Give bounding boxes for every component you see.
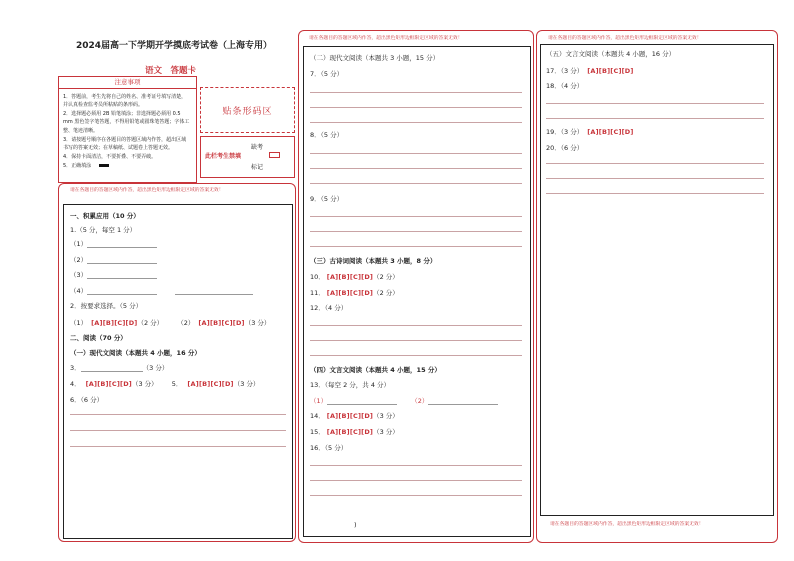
answer-line[interactable] (70, 414, 286, 415)
answer-line[interactable] (310, 216, 522, 217)
absent-box (200, 136, 295, 178)
absent-text-1: 缺考 (251, 144, 264, 151)
notice-item: 5．正确填涂 (63, 162, 191, 170)
answer-line[interactable] (310, 168, 522, 169)
notice-item: 2．选择题必须用 2B 铅笔填涂；非选择题必须用 0.5 mm 黑色签字笔答题，不得用铅笔或圆珠笔答题；字体工整、笔迹清晰。 (63, 111, 190, 134)
warning-text-right-top: 请在各题目的答题区域内作答，超出黑色矩形边框限定区域的答案无效！ (548, 36, 702, 41)
absent-label: 此栏考生禁填 (205, 153, 242, 160)
question-4-5[interactable]: 4． [A][B][C][D]（3 分） 5． [A][B][C][D]（3 分） (70, 380, 260, 388)
q1-blank-3[interactable]: （3） (70, 270, 157, 279)
absent-text-2: 标记 (251, 164, 264, 171)
answer-line[interactable] (546, 163, 764, 164)
q1-blank-2[interactable]: （2） (70, 255, 157, 264)
q2-choices[interactable]: （1） [A][B][C][D]（2 分） （2） [A][B][C][D]（3 分） (70, 319, 271, 327)
absent-checkbox[interactable] (269, 152, 280, 158)
answer-line[interactable] (310, 340, 522, 341)
answer-line[interactable] (310, 465, 522, 466)
answer-line[interactable] (310, 183, 522, 184)
exam-title: 2024届高一下学期开学摸底考试卷（上海专用） (76, 41, 273, 51)
answer-line[interactable] (70, 430, 286, 431)
question-12: 12．（4 分） (310, 304, 348, 312)
question-2: 2．按要求选择。（5 分） (70, 302, 143, 310)
answer-line[interactable] (70, 446, 286, 447)
question-16: 16．（5 分） (310, 444, 348, 452)
choice-options[interactable]: [A][B][C][D] (326, 412, 374, 420)
barcode-area (200, 87, 295, 133)
answer-line[interactable] (310, 246, 522, 247)
answer-line[interactable] (310, 480, 522, 481)
q1-blank-1[interactable]: （1） (70, 239, 157, 248)
section-heading: 二、阅读（70 分） (70, 334, 127, 342)
question-3[interactable]: 3． （3 分） (70, 364, 169, 372)
answer-line[interactable] (310, 107, 522, 108)
subsection-heading: （二）现代文阅读（本题共 3 小题，15 分） (310, 54, 440, 62)
section-heading: 一、积累应用（10 分） (70, 212, 140, 220)
answer-line[interactable] (310, 92, 522, 93)
answer-line[interactable] (546, 178, 764, 179)
warning-text-middle: 请在各题目的答题区域内作答，超出黑色矩形边框限定区域的答案无效！ (309, 36, 463, 41)
warning-text-right-bottom: 请在各题目的答题区域内作答，超出黑色矩形边框限定区域的答案无效！ (550, 522, 704, 527)
answer-line[interactable] (310, 231, 522, 232)
notice-box (58, 76, 197, 183)
barcode-label: 贴条形码区 (222, 106, 273, 117)
question-15[interactable]: 15． [A][B][C][D]（3 分） (310, 428, 399, 436)
answer-line[interactable] (310, 355, 522, 356)
subsection-heading: （五）文言文阅读（本题共 4 小题，16 分） (546, 50, 676, 58)
choice-options[interactable]: [A][B][C][D] (198, 319, 245, 327)
subject-title: 语文 答题卡 (145, 66, 197, 76)
choice-options[interactable]: [A][B][C][D] (187, 380, 234, 388)
choice-options[interactable]: [A][B][C][D] (91, 319, 138, 327)
answer-box-right (540, 44, 774, 516)
choice-options[interactable]: [A][B][C][D] (326, 289, 374, 297)
answer-line[interactable] (546, 118, 764, 119)
warning-text-left: 请在各题目的答题区域内作答，超出黑色矩形边框限定区域的答案无效！ (70, 188, 224, 193)
subsection-heading: （四）文言文阅读（本题共 4 小题，15 分） (310, 366, 441, 374)
question-1: 1.（5 分，每空 1 分） (70, 226, 137, 234)
subsection-heading: （一）现代文阅读（本题共 4 小题，16 分） (70, 349, 201, 357)
question-10[interactable]: 10． [A][B][C][D]（2 分） (310, 273, 399, 281)
choice-options[interactable]: [A][B][C][D] (587, 128, 634, 136)
answer-line[interactable] (310, 153, 522, 154)
choice-options[interactable]: [A][B][C][D] (326, 273, 374, 281)
question-20: 20．（6 分） (546, 144, 584, 152)
question-14[interactable]: 14． [A][B][C][D]（3 分） (310, 412, 399, 420)
choice-options[interactable]: [A][B][C][D] (326, 428, 374, 436)
notice-title: 注意事项 (59, 77, 196, 89)
q1-blank-4[interactable]: （4） (70, 286, 253, 295)
question-9: 9．（5 分） (310, 195, 344, 203)
question-19[interactable]: 19．（3 分） [A][B][C][D] (546, 128, 634, 136)
notice-item: 3．请按题号顺序在各题目的答题区域内作答，超出区域书写的答案无效；在草稿纸、试题卷上答题无效。 (63, 136, 187, 151)
question-11[interactable]: 11． [A][B][C][D]（2 分） (310, 289, 399, 297)
question-13: 13．（每空 2 分，共 4 分） (310, 381, 391, 389)
question-6: 6．（6 分） (70, 396, 104, 404)
answer-line[interactable] (310, 495, 522, 496)
stray-mark: ) (354, 521, 357, 529)
answer-line[interactable] (546, 193, 764, 194)
question-7: 7．（5 分） (310, 70, 344, 78)
filled-mark-sample (99, 164, 109, 167)
answer-line[interactable] (310, 122, 522, 123)
choice-options[interactable]: [A][B][C][D] (85, 380, 132, 388)
notice-items (59, 89, 196, 170)
question-17[interactable]: 17．（3 分） [A][B][C][D] (546, 67, 634, 75)
subsection-heading: （三）古诗词阅读（本题共 3 小题，8 分） (310, 257, 437, 265)
answer-line[interactable] (546, 103, 764, 104)
question-18: 18．（4 分） (546, 82, 584, 90)
q13-blanks[interactable]: （1） （2） (310, 396, 498, 405)
choice-options[interactable]: [A][B][C][D] (587, 67, 634, 75)
question-8: 8．（5 分） (310, 131, 344, 139)
answer-line[interactable] (310, 325, 522, 326)
notice-item: 4．保持卡面清洁，不要折叠、不要弄破。 (63, 153, 157, 160)
notice-item: 1．答题前，考生先将自己的姓名、准考证号填写清楚，并认真检查监考员所粘贴的条形码。 (63, 94, 187, 109)
